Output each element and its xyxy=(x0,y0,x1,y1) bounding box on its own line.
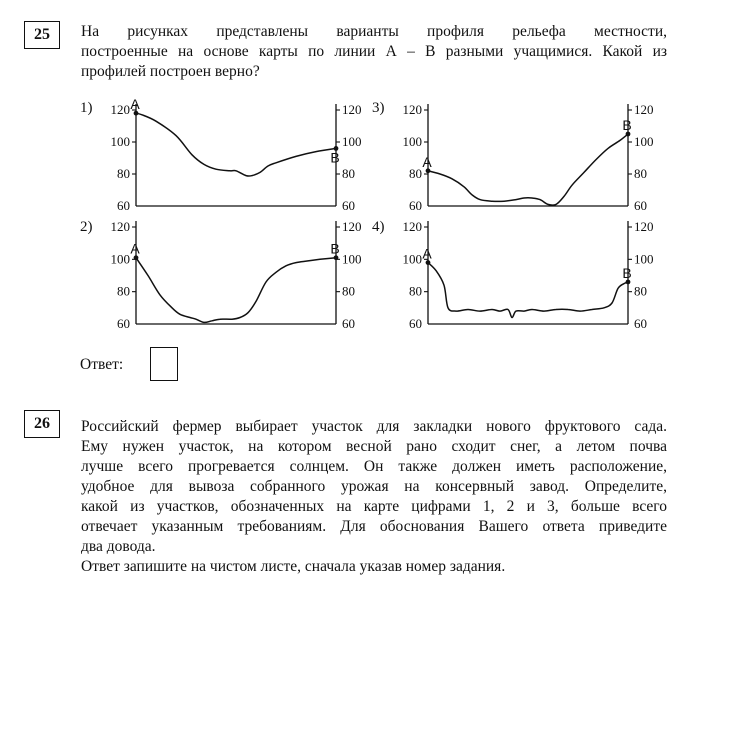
right-tick-label: 100 xyxy=(634,134,654,149)
point-b-label: B xyxy=(330,240,340,257)
task26-text xyxy=(81,417,667,577)
left-tick-label: 60 xyxy=(117,198,130,213)
left-tick-label: 120 xyxy=(110,102,130,117)
chart-1-label: 1) xyxy=(80,100,93,116)
point-b-label: B xyxy=(622,117,632,133)
right-tick-label: 120 xyxy=(634,219,654,234)
task26-line-6: отвечает указанным требованиям. Для обоснования Вашего ответа приведите xyxy=(81,518,667,535)
point-b-label: B xyxy=(330,149,340,166)
right-tick-label: 80 xyxy=(634,283,647,299)
chart-2-label: 2) xyxy=(80,219,93,235)
answer-box[interactable] xyxy=(150,347,178,381)
relief-profile-chart-1 xyxy=(100,98,372,216)
task25-line-3: профилей построен верно? xyxy=(81,63,260,80)
right-tick-label: 80 xyxy=(342,166,355,181)
answer-label: Ответ: xyxy=(80,356,124,373)
task26-line-4: удобное для вывоза собранного урожая на консервный завод. Определите, xyxy=(81,478,667,495)
right-tick-label: 120 xyxy=(342,102,362,117)
left-tick-label: 80 xyxy=(117,283,130,299)
right-tick-label: 80 xyxy=(634,166,647,181)
task26-number: 26 xyxy=(24,410,60,438)
right-tick-label: 100 xyxy=(634,251,654,267)
right-tick-label: 60 xyxy=(342,316,355,331)
left-tick-label: 60 xyxy=(117,316,130,331)
left-tick-label: 60 xyxy=(409,198,422,213)
right-tick-label: 80 xyxy=(342,283,355,299)
left-tick-label: 120 xyxy=(402,219,422,234)
left-tick-label: 80 xyxy=(117,166,130,181)
right-tick-label: 100 xyxy=(342,251,362,267)
left-tick-label: 100 xyxy=(402,134,422,149)
task26-line-3: лучше всего прогревается солнцем. Он также должен иметь расположение, xyxy=(81,458,667,475)
task26-line-7: два довода. xyxy=(81,538,156,555)
left-tick-label: 100 xyxy=(402,251,422,267)
point-a-label: A xyxy=(422,245,432,262)
point-a-label: A xyxy=(422,153,432,170)
left-tick-label: 60 xyxy=(409,316,422,331)
left-tick-label: 80 xyxy=(409,166,422,181)
task25-line-2: построенные на основе карты по линии А – В разными учащимися. Какой из xyxy=(81,43,667,60)
left-tick-label: 80 xyxy=(409,283,422,299)
task25-number: 25 xyxy=(24,21,60,49)
left-tick-label: 100 xyxy=(110,134,130,149)
right-tick-label: 120 xyxy=(634,102,654,117)
task26-instruction: Ответ запишите на чистом листе, сначала указав номер задания. xyxy=(81,558,506,575)
task26-line-2: Ему нужен участок, на котором весной рано сходит снег, а летом почва xyxy=(81,438,667,455)
chart-3-label: 3) xyxy=(372,100,385,116)
task25-text xyxy=(81,22,667,82)
relief-profile-chart-4 xyxy=(392,215,666,335)
profile-line xyxy=(428,134,628,205)
right-tick-label: 60 xyxy=(634,198,647,213)
point-a-label: A xyxy=(130,98,140,113)
relief-profile-chart-2 xyxy=(100,215,372,335)
left-tick-label: 120 xyxy=(402,102,422,117)
left-tick-label: 120 xyxy=(110,219,130,234)
profile-line xyxy=(136,113,336,176)
left-tick-label: 100 xyxy=(110,251,130,267)
right-tick-label: 120 xyxy=(342,219,362,234)
task26-line-5: какой из участков, обозначенных на карте цифрами 1, 2 и 3, больше всего xyxy=(81,498,667,515)
profile-line xyxy=(428,263,628,318)
task26-line-1: Российский фермер выбирает участок для закладки нового фруктового сада. xyxy=(81,418,667,435)
right-tick-label: 60 xyxy=(634,316,647,331)
relief-profile-chart-3 xyxy=(392,98,666,216)
right-tick-label: 60 xyxy=(342,198,355,213)
point-a-label: A xyxy=(130,240,140,257)
right-tick-label: 100 xyxy=(342,134,362,149)
profile-line xyxy=(136,258,336,323)
task25-line-1: На рисунках представлены варианты профиля рельефа местности, xyxy=(81,23,667,40)
chart-4-label: 4) xyxy=(372,219,385,235)
point-b-label: B xyxy=(622,264,632,281)
